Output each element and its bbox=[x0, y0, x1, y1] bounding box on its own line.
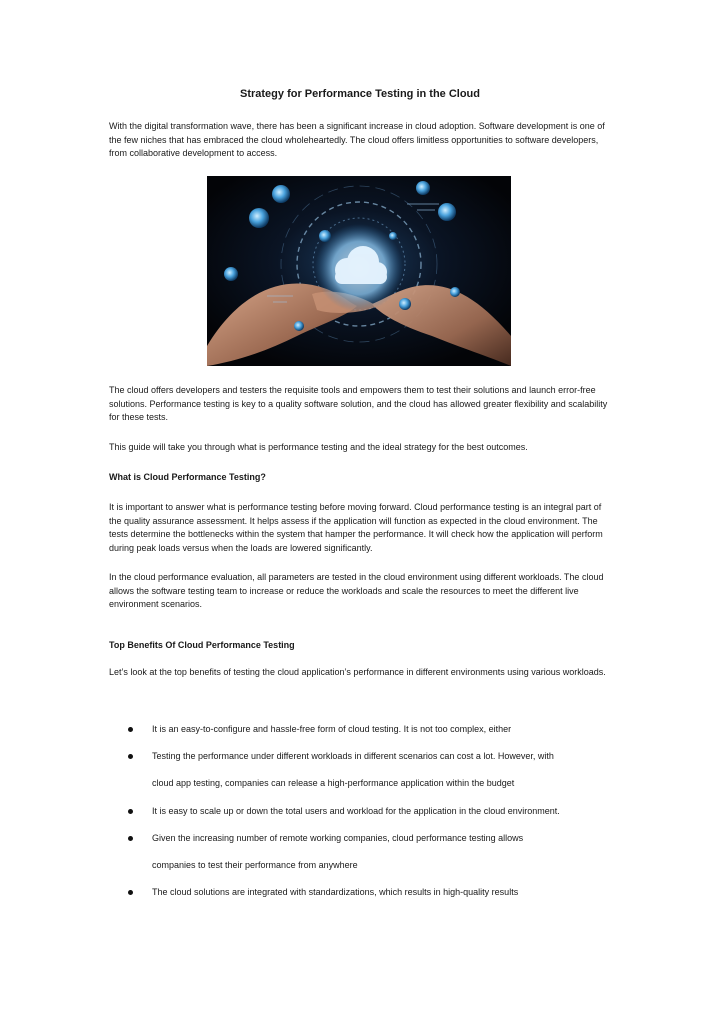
intro-paragraph: With the digital transformation wave, there has been a significant increase in cloud adoption. Software development is one of the few niches that has embraced the cloud wholeheartedly. The cloud offers limitless opportunities to software developers, from collaborative development to access. bbox=[109, 121, 605, 159]
bullet-text-continued: companies to test their performance from anywhere bbox=[152, 860, 358, 870]
bullet-icon bbox=[128, 809, 133, 814]
what-is-paragraph: It is important to answer what is performance testing before moving forward. Cloud performance testing is an integral part of the quality assurance assessment. It helps assess if the application will function as expected in the cloud environment. The tests determine the bottlenecks within the system that hamper the performance. It will check how the application will perform during peak loads versus when the loads are lowered significantly. bbox=[109, 502, 603, 553]
bullet-text: The cloud solutions are integrated with standardizations, which results in high-quality results bbox=[152, 887, 519, 897]
cloud-hands-illustration bbox=[207, 176, 511, 366]
bullet-icon bbox=[128, 836, 133, 841]
bullet-icon bbox=[128, 890, 133, 895]
bullet-icon bbox=[128, 727, 133, 732]
bullet-text: Given the increasing number of remote working companies, cloud performance testing allows bbox=[152, 833, 524, 843]
bullet-text: It is easy to scale up or down the total users and workload for the application in the cloud environment. bbox=[152, 806, 560, 816]
bullet-text: It is an easy-to-configure and hassle-free form of cloud testing. It is not too complex, either bbox=[152, 724, 512, 734]
bullet-icon bbox=[128, 754, 133, 759]
heading-what-is-cloud-performance-testing: What is Cloud Performance Testing? bbox=[109, 472, 266, 482]
heading-top-benefits: Top Benefits Of Cloud Performance Testing bbox=[109, 640, 295, 650]
cloud-hands-graphic bbox=[207, 176, 511, 366]
evaluation-paragraph: In the cloud performance evaluation, all parameters are tested in the cloud environment using different workloads. The cloud allows the software testing team to increase or reduce the workloads and scale the resources to meet the different live environment scenarios. bbox=[109, 572, 604, 610]
guide-paragraph: This guide will take you through what is performance testing and the ideal strategy for the best outcomes. bbox=[109, 442, 528, 452]
benefits-intro-paragraph: Let’s look at the top benefits of testing the cloud application’s performance in different environments using various workloads. bbox=[109, 667, 606, 677]
bullet-text: Testing the performance under different workloads in different scenarios can cost a lot. However, with bbox=[152, 751, 554, 761]
document-title: Strategy for Performance Testing in the Cloud bbox=[240, 88, 480, 100]
bullet-text-continued: cloud app testing, companies can release a high-performance application within the budget bbox=[152, 778, 515, 788]
cloud-tools-paragraph: The cloud offers developers and testers the requisite tools and empowers them to test their solutions and launch error-free solutions. Performance testing is key to a quality software solution, and the cloud has allowed greater flexibility and scalability for these tests. bbox=[109, 385, 608, 423]
